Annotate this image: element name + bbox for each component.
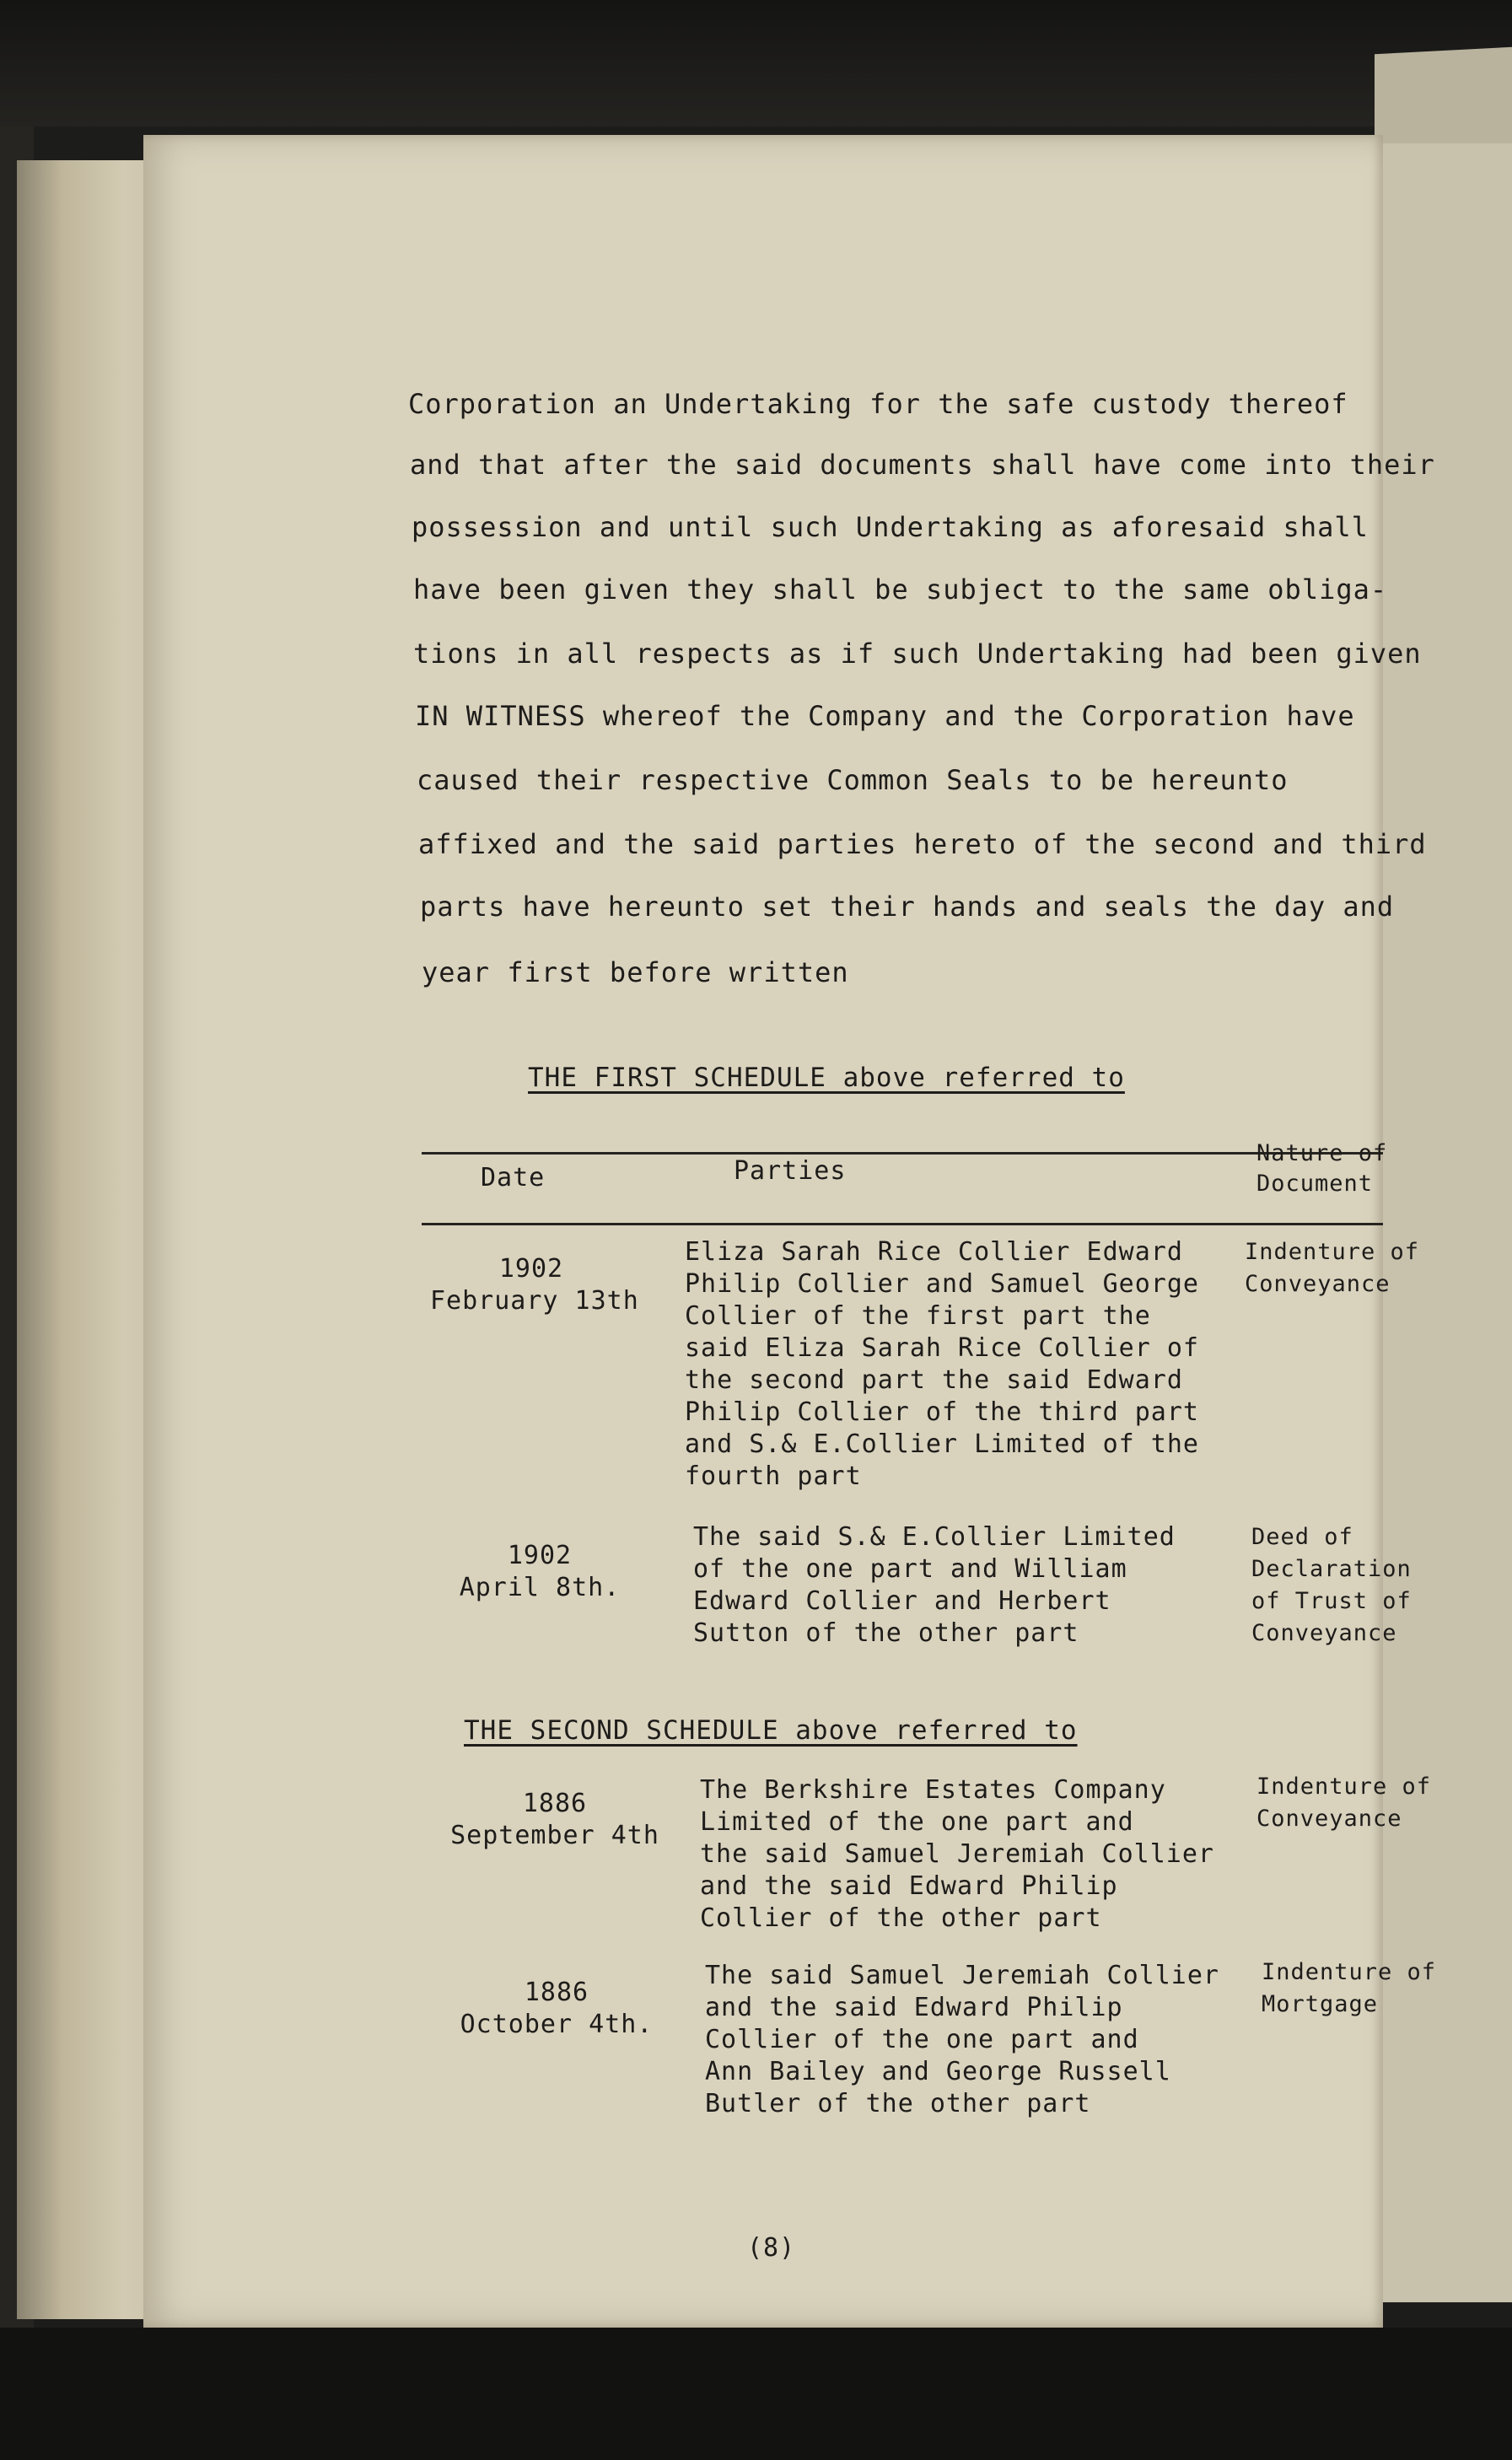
- first-schedule-row-1-nature: Indenture of Conveyance: [1245, 1239, 1420, 1297]
- body-line: parts have hereunto set their hands and seals the day and: [420, 891, 1395, 923]
- first-schedule-row-2-date: 1902 April 8th.: [459, 1541, 621, 1602]
- second-schedule-heading: THE SECOND SCHEDULE above referred to: [464, 1715, 1078, 1746]
- column-header-date: Date: [481, 1163, 546, 1192]
- document-page: [143, 135, 1437, 2328]
- first-schedule-row-1-date: 1902 February 13th: [430, 1254, 639, 1316]
- first-schedule-row-2-nature: Deed of Declaration of Trust of Conveyance: [1251, 1524, 1412, 1646]
- body-line: year first before written: [422, 956, 849, 988]
- table-top-rule: [422, 1152, 1383, 1155]
- first-schedule-heading: THE FIRST SCHEDULE above referred to: [528, 1063, 1125, 1093]
- body-line: possession and until such Undertaking as aforesaid shall: [412, 511, 1369, 543]
- body-line: Corporation an Undertaking for the safe custody thereof: [408, 388, 1348, 420]
- body-line: affixed and the said parties hereto of the second and third: [418, 828, 1427, 860]
- background-bottom: [0, 2328, 1512, 2460]
- background-top: [0, 0, 1512, 126]
- second-schedule-row-1-parties: The Berkshire Estates Company Limited of the one part and the said Samuel Jeremiah Collier and the said Edward Philip Collier of the other part: [700, 1775, 1214, 1933]
- second-schedule-row-2-parties: The said Samuel Jeremiah Collier and the said Edward Philip Collier of the one part and Ann Bailey and George Russell Butler of the other part: [705, 1961, 1219, 2118]
- next-page-edge: [1375, 47, 1512, 156]
- body-line: caused their respective Common Seals to be hereunto: [417, 764, 1289, 796]
- first-schedule-row-1-parties: Eliza Sarah Rice Collier Edward Philip Collier and Samuel George Collier of the first part the said Eliza Sarah Rice Collier of the second part the said Edward Philip Collier of the third part and S.& E.Collier Limited of the fourth part: [685, 1237, 1199, 1491]
- column-header-parties: Parties: [734, 1156, 847, 1186]
- first-schedule-row-2-parties: The said S.& E.Collier Limited of the one part and William Edward Collier and Herbert Sutton of the other part: [693, 1522, 1176, 1648]
- table-header-rule: [422, 1223, 1383, 1225]
- second-schedule-row-2-nature: Indenture of Mortgage: [1262, 1959, 1437, 2017]
- second-schedule-row-1-nature: Indenture of Conveyance: [1256, 1774, 1432, 1832]
- body-line: IN WITNESS whereof the Company and the Corporation have: [415, 700, 1355, 732]
- body-line: tions in all respects as if such Undertaking had been given: [413, 638, 1422, 670]
- column-header-nature: Nature of Document: [1256, 1140, 1388, 1197]
- body-line: and that after the said documents shall have come into their: [410, 449, 1435, 481]
- second-schedule-row-2-date: 1886 October 4th.: [460, 1978, 654, 2039]
- body-line: have been given they shall be subject to the same obliga-: [413, 573, 1388, 606]
- page-number: (8): [747, 2233, 796, 2263]
- second-schedule-row-1-date: 1886 September 4th: [450, 1789, 659, 1850]
